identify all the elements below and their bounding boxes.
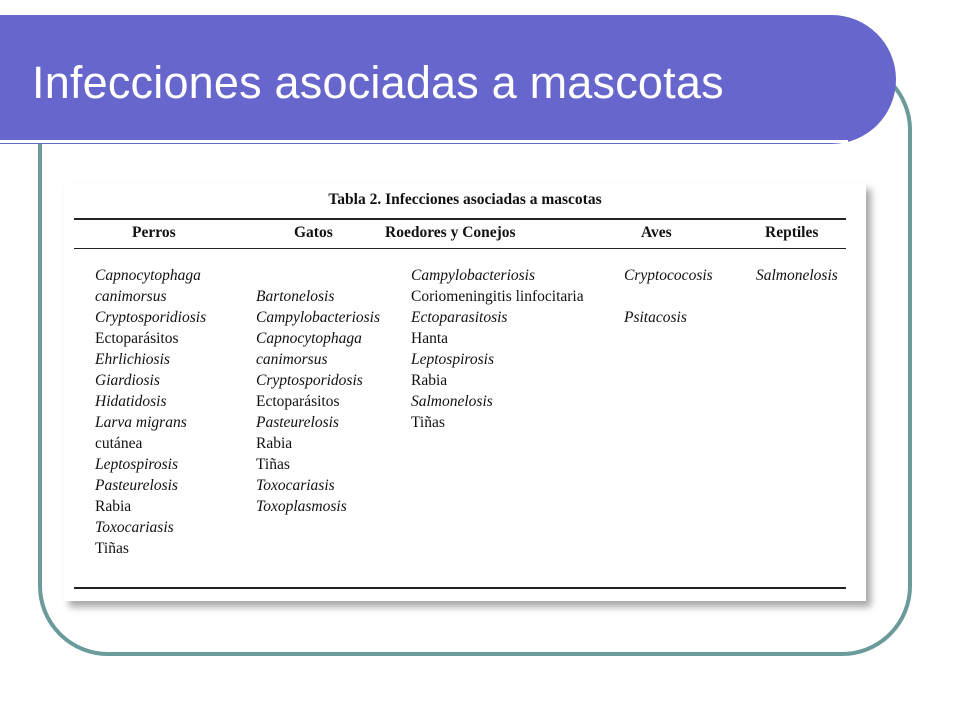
table-cell: Psitacosis: [624, 309, 687, 326]
column-header-roedores: Roedores y Conejos: [385, 224, 516, 241]
table-cell: Toxocariasis: [95, 519, 174, 536]
table-cell: Larva migrans: [95, 414, 187, 431]
column-header-gatos: Gatos: [294, 224, 333, 241]
table-cell: Cryptosporidiosis: [95, 309, 207, 326]
table-cell: Hanta: [411, 330, 449, 347]
column-roedores: [411, 265, 584, 433]
table-cell: Rabia: [411, 372, 448, 389]
table-cell: Pasteurelosis: [95, 477, 178, 494]
table-cell: Rabia: [95, 498, 132, 515]
title-band: [0, 15, 896, 144]
table-cell: Salmonelosis: [411, 393, 493, 410]
table-cell: Rabia: [256, 435, 293, 452]
table-cell: Salmonelosis: [756, 267, 838, 284]
table-cell: [624, 286, 713, 307]
column-header-reptiles: Reptiles: [765, 224, 819, 241]
table-cell: Campylobacteriosis: [411, 267, 535, 284]
infections-table: [64, 183, 866, 601]
table-cell: Campylobacteriosis: [256, 309, 380, 326]
title-underline: [0, 140, 848, 143]
table-cell: Capnocytophaga: [256, 330, 362, 347]
table-cell: canimorsus: [95, 288, 167, 305]
table-cell: Hidatidosis: [95, 393, 167, 410]
table-cell: Toxoplasmosis: [256, 498, 347, 515]
table-cell: Ehrlichiosis: [95, 351, 170, 368]
table-cell: Ectoparásitos: [256, 393, 340, 410]
table-top-rule: [74, 218, 846, 220]
table-cell: Tiñas: [411, 414, 445, 431]
table-cell: Toxocariasis: [256, 477, 335, 494]
table-cell: Leptospirosis: [411, 351, 494, 368]
column-reptiles: [756, 265, 838, 286]
table-cell: Ectoparasitosis: [411, 309, 508, 326]
table-cell: Ectoparásitos: [95, 330, 179, 347]
table-cell: Tiñas: [256, 456, 290, 473]
column-gatos: [256, 286, 380, 517]
table-cell: Cryptosporidosis: [256, 372, 363, 389]
slide-title: Infecciones asociadas a mascotas: [32, 57, 724, 108]
table-title: Tabla 2. Infecciones asociadas a mascotas: [328, 191, 602, 208]
table-cell: Tiñas: [95, 540, 129, 557]
column-perros: [95, 265, 206, 559]
table-bottom-rule: [74, 587, 846, 589]
column-header-perros: Perros: [132, 224, 176, 241]
table-cell: Leptospirosis: [95, 456, 178, 473]
table-cell: canimorsus: [256, 351, 328, 368]
table-header-rule: [74, 248, 846, 249]
table-cell: Pasteurelosis: [256, 414, 339, 431]
table-cell: Capnocytophaga: [95, 267, 201, 284]
table-cell: Coriomeningitis linfocitaria: [411, 288, 584, 305]
table-cell: Giardiosis: [95, 372, 160, 389]
table-cell: Bartonelosis: [256, 288, 335, 305]
column-header-aves: Aves: [641, 224, 672, 241]
table-cell: Cryptococosis: [624, 267, 713, 284]
table-cell: cutánea: [95, 435, 143, 452]
column-aves: [624, 265, 713, 328]
